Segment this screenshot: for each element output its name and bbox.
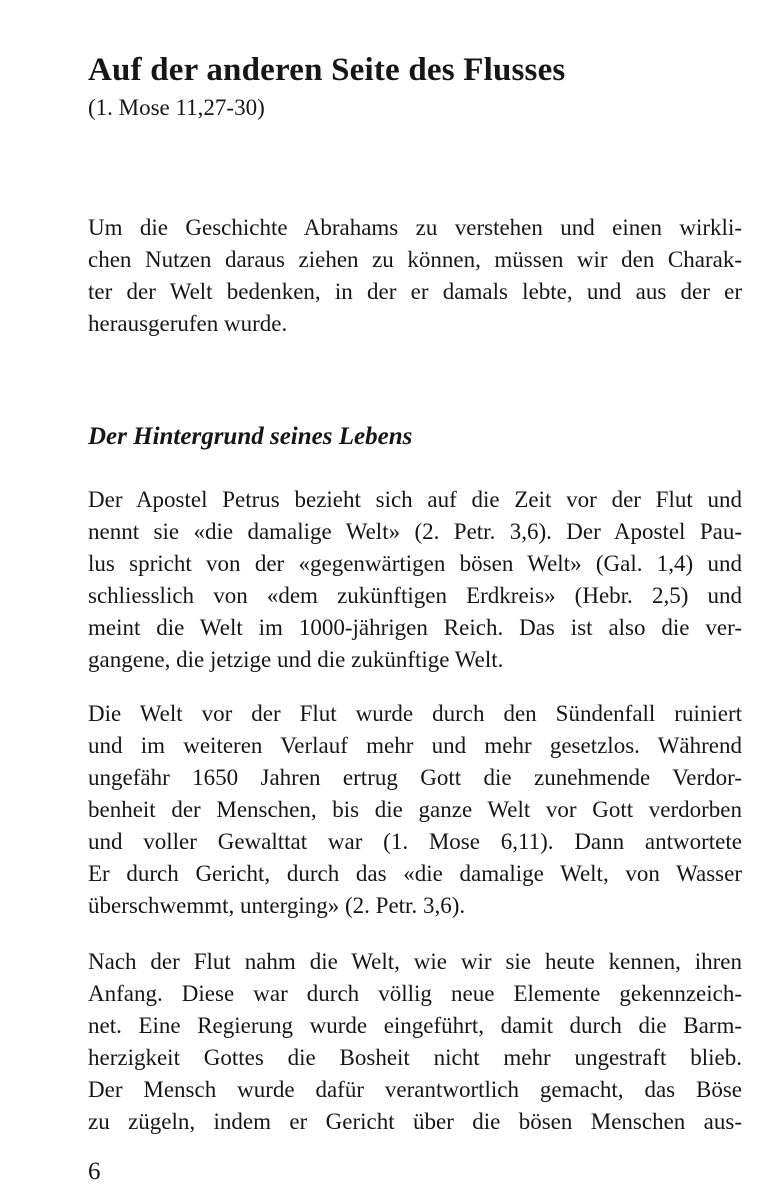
text-line: Der Mensch wurde dafür verantwortlich gemacht, das Böse — [88, 1076, 742, 1102]
text-line: überschwemmt, unterging» (2. Petr. 3,6). — [88, 892, 466, 918]
text-line: gangene, die jetzige und die zukünftige Welt. — [88, 646, 504, 672]
text-line: herausgerufen wurde. — [88, 310, 288, 336]
text-line: Anfang. Diese war durch völlig neue Elemente gekennzeich- — [88, 980, 742, 1006]
text-line: und voller Gewalttat war (1. Mose 6,11). Dann antwortete — [88, 828, 742, 854]
paragraph — [88, 212, 742, 340]
paragraphs — [88, 212, 742, 1138]
text-line: nennt sie «die damalige Welt» (2. Petr. 3,6). Der Apostel Pau- — [88, 518, 742, 544]
text-line: Um die Geschichte Abrahams zu verstehen und einen wirkli- — [88, 214, 742, 240]
page-number: 6 — [88, 1158, 101, 1185]
paragraph — [88, 698, 742, 922]
text-line: Er durch Gericht, durch das «die damalige Welt, von Wasser — [88, 860, 742, 886]
text-line: schliesslich von «dem zukünftigen Erdkreis» (Hebr. 2,5) und — [88, 582, 742, 608]
text-line: zu zügeln, indem er Gericht über die bösen Menschen aus- — [88, 1108, 742, 1134]
text-line: und im weiteren Verlauf mehr und mehr gesetzlos. Während — [88, 732, 742, 758]
section-heading: Der Hintergrund seines Lebens — [88, 422, 413, 450]
page-title: Auf der anderen Seite des Flusses — [88, 52, 566, 88]
paragraph — [88, 946, 742, 1138]
scripture-reference: (1. Mose 11,27-30) — [88, 94, 265, 120]
text-line: lus spricht von der «gegenwärtigen bösen Welt» (Gal. 1,4) und — [88, 550, 742, 576]
text-line: Nach der Flut nahm die Welt, wie wir sie heute kennen, ihren — [88, 948, 742, 974]
text-line: ungefähr 1650 Jahren ertrug Gott die zunehmende Verdor- — [88, 764, 742, 790]
text-line: chen Nutzen daraus ziehen zu können, müssen wir den Charak- — [88, 246, 742, 272]
text-line: ter der Welt bedenken, in der er damals lebte, und aus der er — [88, 278, 742, 304]
text-line: meint die Welt im 1000-jährigen Reich. Das ist also die ver- — [88, 614, 742, 640]
paragraph — [88, 484, 742, 676]
text-line: Der Apostel Petrus bezieht sich auf die Zeit vor der Flut und — [88, 486, 742, 512]
text-line: herzigkeit Gottes die Bosheit nicht mehr ungestraft blieb. — [88, 1044, 742, 1070]
text-line: net. Eine Regierung wurde eingeführt, damit durch die Barm- — [88, 1012, 742, 1038]
text-line: benheit der Menschen, bis die ganze Welt vor Gott verdorben — [88, 796, 742, 822]
text-line: Die Welt vor der Flut wurde durch den Sündenfall ruiniert — [88, 700, 742, 726]
